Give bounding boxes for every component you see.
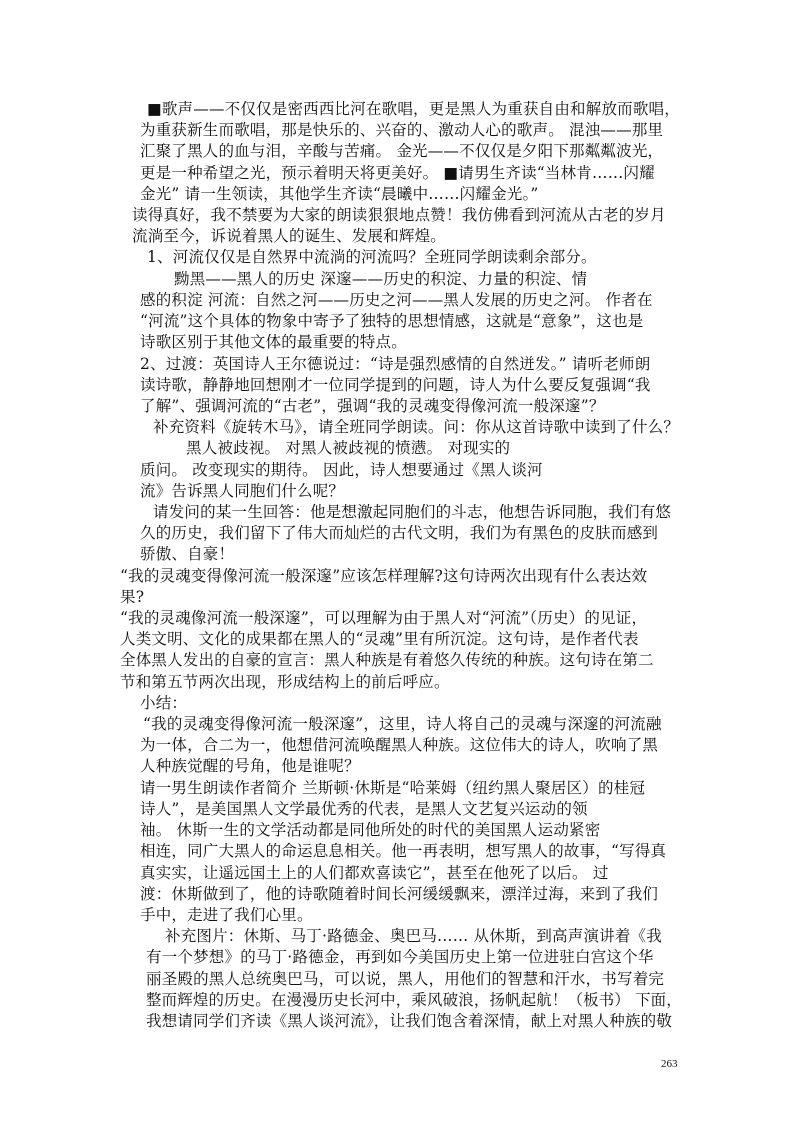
text-line: 了解”、强调河流的“古老”，强调“我的灵魂变得像河流一般深邃”？ xyxy=(140,397,605,415)
text-line: 久的历史，我们留下了伟大而灿烂的古代文明，我们为有黑色的皮肤而感到 xyxy=(140,524,659,542)
text-line: 补充图片：休斯、马丁·路德金、奥巴马…… 从休斯，到高声演讲着《我 xyxy=(165,927,662,945)
text-line: 为一体，合二为一，他想借河流唤醒黑人种族。这位伟大的诗人，吹响了黑 xyxy=(140,736,659,754)
text-line: 人类文明、文化的成果都在黑人的“灵魂”里有所沉淀。这句诗，是作者代表 xyxy=(120,630,639,648)
text-line: 流》告诉黑人同胞们什么呢？ xyxy=(140,482,345,500)
text-line: 汇聚了黑人的血与泪，辛酸与苦痛。 金光——不仅仅是夕阳下那粼粼波光， xyxy=(140,142,664,160)
text-line: “河流”这个具体的物象中寄予了独特的思想情感，这就是“意象”，这也是 xyxy=(140,312,644,330)
text-line: 我想请同学们齐读《黑人谈河流》，让我们饱含着深情，献上对黑人种族的敬 xyxy=(146,1012,673,1030)
text-line: 诗人”，是美国黑人文学最优秀的代表，是黑人文艺复兴运动的领 xyxy=(140,800,588,818)
text-line: 请一男生朗读作者简介 兰斯顿·休斯是“哈莱姆（纽约黑人聚居区）的桂冠 xyxy=(140,779,646,797)
text-line: 渡：休斯做到了，他的诗歌随着时间长河缓缓飘来，漂洋过海，来到了我们 xyxy=(140,885,659,903)
text-line: “我的灵魂变得像河流一般深邃”应该怎样理解?这句诗两次出现有什么表达效 xyxy=(120,567,648,585)
text-line: 节和第五节两次出现，形成结构上的前后呼应。 xyxy=(120,673,450,691)
text-line: 更是一种希望之光，预示着明天将更美好。 ■请男生齐读“当林肯……闪耀 xyxy=(140,164,655,182)
text-line: 相连，同广大黑人的命运息息相关。他一再表明，想写黑人的故事，“写得真 xyxy=(140,842,667,860)
text-line: 读诗歌，静静地回想刚才一位同学提到的问题，诗人为什么要反复强调“我 xyxy=(140,376,651,394)
text-line: 整而辉煌的历史。在漫漫历史长河中，乘风破浪，扬帆起航！（板书） 下面， xyxy=(146,991,682,1009)
text-line: 黝黑——黑人的历史 深邃——历史的积淀、力量的积淀、情 xyxy=(174,270,588,288)
text-line: ■歌声——不仅仅是密西西比河在歌唱，更是黑人为重获自由和解放而歌唱， xyxy=(147,100,680,118)
text-line: 2、过渡：英国诗人王尔德说过：“诗是强烈感情的自然迸发。” 请听老师朗 xyxy=(140,355,651,373)
page-number: 263 xyxy=(661,1058,678,1070)
text-line: “我的灵魂变得像河流一般深邃”，这里，诗人将自己的灵魂与深邃的河流融 xyxy=(143,715,662,733)
text-line: 手中，走进了我们心里。 xyxy=(140,906,313,924)
text-line: 有一个梦想》的马丁·路德金，再到如今美国历史上第一位进驻白宫这个华 xyxy=(146,948,654,966)
text-line: 丽圣殿的黑人总统奥巴马，可以说，黑人，用他们的智慧和汗水，书写着完 xyxy=(146,970,665,988)
text-line: “我的灵魂像河流一般深邃”，可以理解为由于黑人对“河流”（历史）的见证， xyxy=(120,609,648,627)
text-line: 人种族觉醒的号角，他是谁呢？ xyxy=(140,757,360,775)
text-line: 流淌至今，诉说着黑人的诞生、发展和辉煌。 xyxy=(132,227,447,245)
text-line: 果? xyxy=(120,588,145,606)
text-line: 诗歌区别于其他文体的最重要的特点。 xyxy=(140,333,407,351)
text-line: 感的积淀 河流：自然之河——历史之河——黑人发展的历史之河。 作者在 xyxy=(140,291,653,309)
text-line: 1、河流仅仅是自然界中流淌的河流吗？全班同学朗读剩余部分。 xyxy=(147,248,597,266)
text-line: 读得真好，我不禁要为大家的朗读狠狠地点赞！我仿佛看到河流从古老的岁月 xyxy=(132,206,666,224)
text-line: 为重获新生而歌唱，那是快乐的、兴奋的、激动人心的歌声。 混浊——那里 xyxy=(140,121,664,139)
text-line: 真实实，让遥远国土上的人们都欢喜读它”，甚至在他死了以后。 过 xyxy=(140,864,609,882)
text-line: 袖。 休斯一生的文学活动都是同他所处的时代的美国黑人运动紧密 xyxy=(140,821,601,839)
text-line: 黑人被歧视。 对黑人被歧视的愤懑。 对现实的 xyxy=(186,439,511,457)
text-line: 补充资料《旋转木马》，请全班同学朗读。问：你从这首诗歌中读到了什么？ xyxy=(153,418,680,436)
text-line: 小结： xyxy=(140,694,188,712)
text-line: 请发问的某一生回答：他是想激起同胞们的斗志，他想告诉同胞，我们有悠 xyxy=(153,503,672,521)
text-line: 全体黑人发出的自豪的宣言：黑人种族是有着悠久传统的种族。这句诗在第二 xyxy=(120,651,654,669)
text-line: 质问。 改变现实的期待。 因此，诗人想要通过《黑人谈河 xyxy=(140,461,543,479)
text-line: 金光” 请一生领读，其他学生齐读“晨曦中……闪耀金光。” xyxy=(140,185,539,203)
text-line: 骄傲、自豪！ xyxy=(140,545,235,563)
